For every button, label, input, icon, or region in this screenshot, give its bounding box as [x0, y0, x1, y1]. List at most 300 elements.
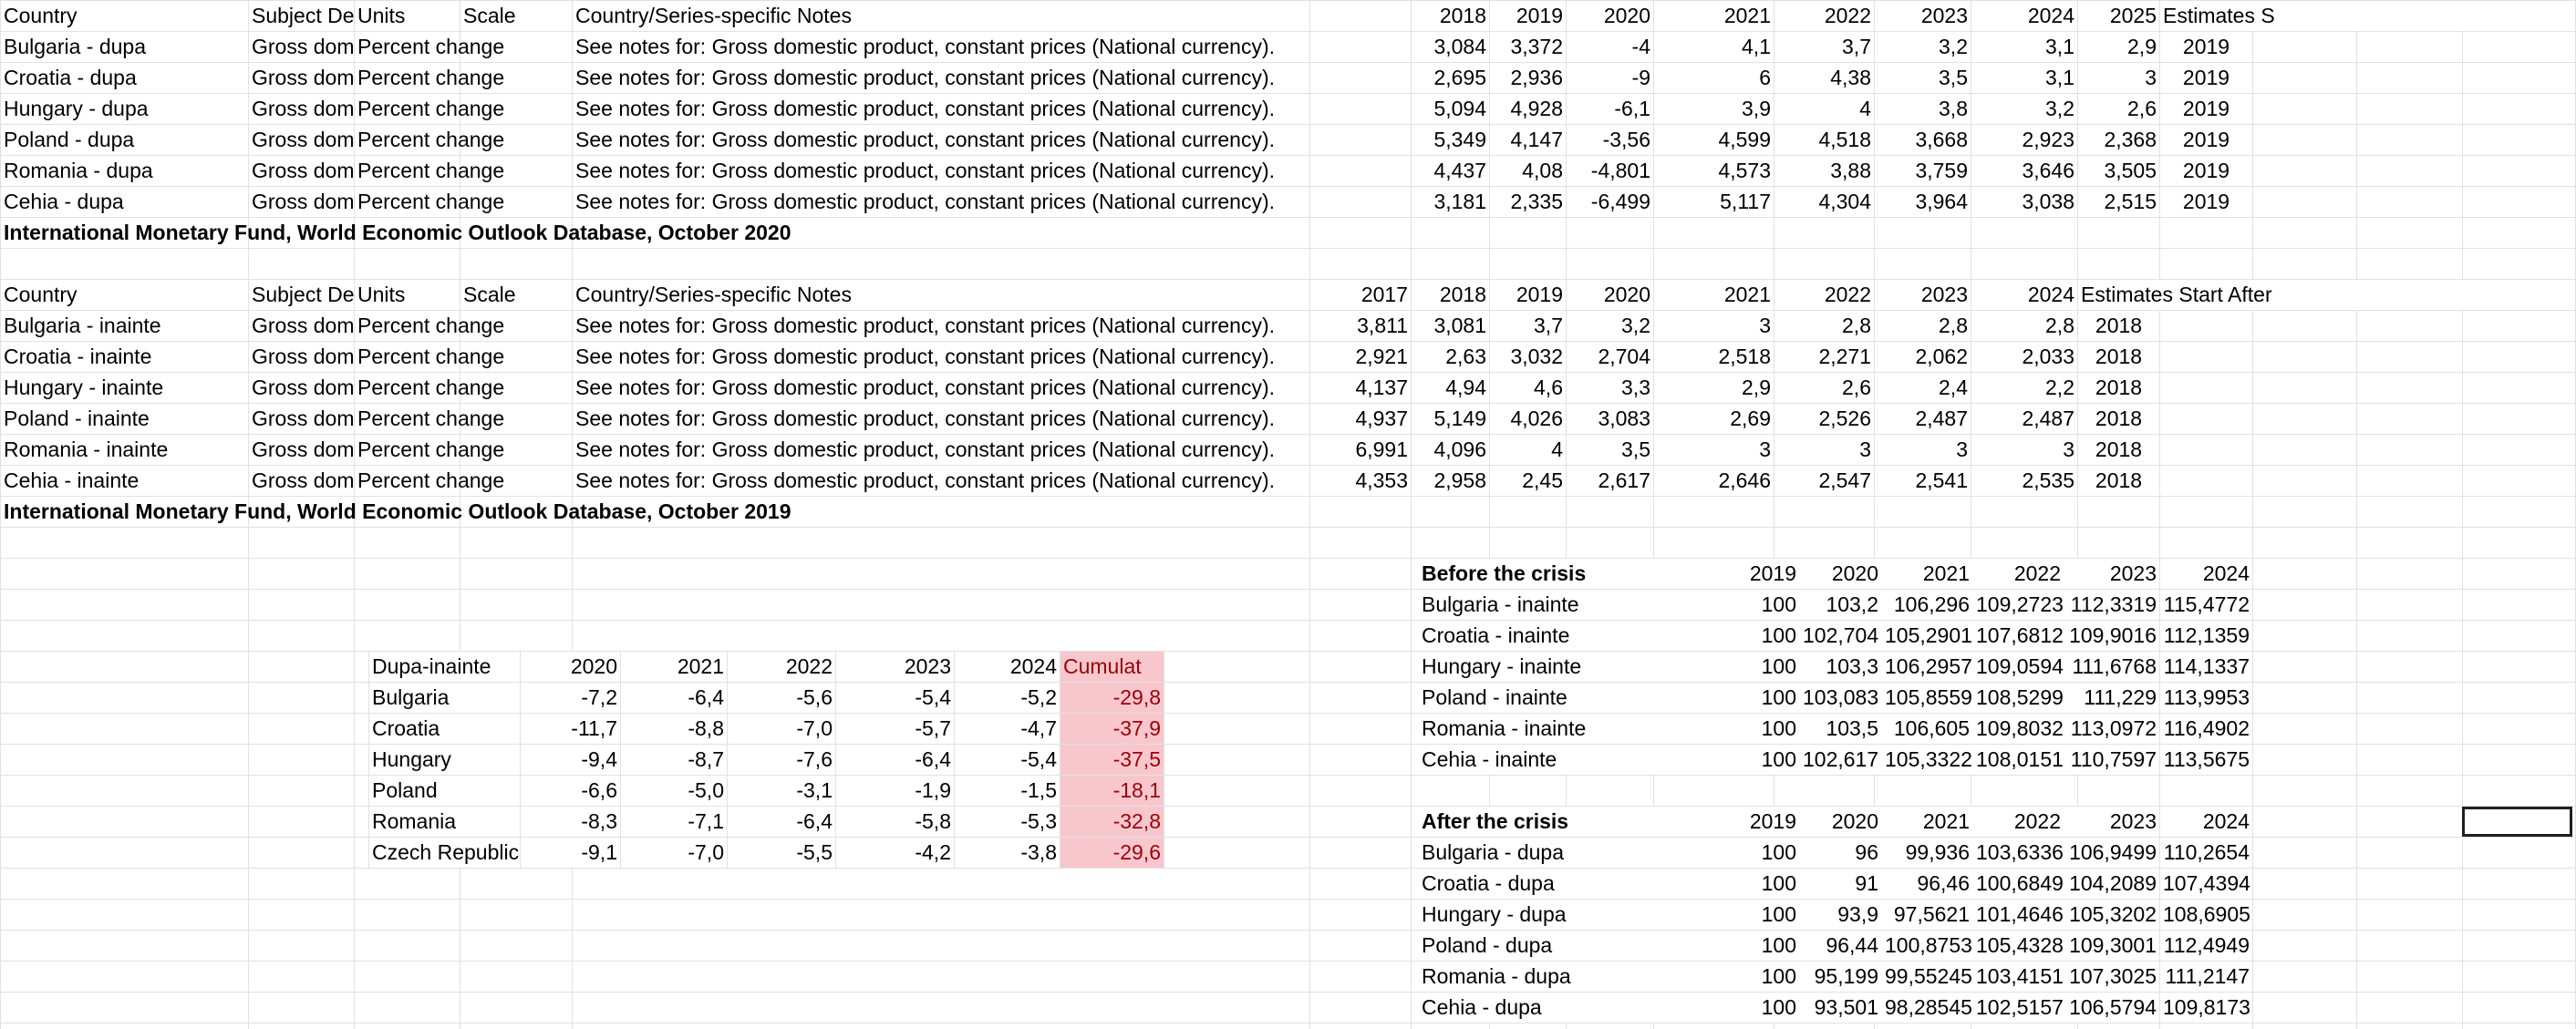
country-cell[interactable]: Romania - dupa: [1, 156, 248, 186]
index-value[interactable]: 96,44: [1800, 931, 1881, 961]
index-value[interactable]: 105,4328: [1973, 931, 2064, 961]
value-cell[interactable]: 2,487: [1971, 404, 2077, 434]
value-cell[interactable]: 5,349: [1412, 125, 1489, 155]
value-cell[interactable]: 2,646: [1654, 466, 1774, 496]
header-year[interactable]: 2021: [1654, 280, 1774, 310]
index-header[interactable]: 2019: [1712, 807, 1799, 837]
index-value[interactable]: 102,704: [1800, 621, 1881, 651]
subject-cell[interactable]: Gross dom: [249, 32, 354, 62]
header-subject[interactable]: Subject De: [249, 1, 354, 31]
index-value[interactable]: 103,2: [1800, 590, 1881, 620]
value-cell[interactable]: 3,032: [1490, 342, 1566, 372]
index-value[interactable]: 106,9499: [2064, 838, 2159, 868]
header-year[interactable]: 2018: [1412, 280, 1489, 310]
diff-value[interactable]: -5,4: [836, 683, 954, 713]
value-cell[interactable]: 3: [1654, 435, 1774, 465]
diff-header[interactable]: 2023: [836, 652, 954, 682]
notes-cell[interactable]: See notes for: Gross domestic product, constant prices (National currency).: [573, 342, 1309, 372]
value-cell[interactable]: 3: [2078, 63, 2159, 93]
subject-cell[interactable]: Gross dom: [249, 342, 354, 372]
units-cell[interactable]: Percent change: [355, 311, 460, 341]
index-header[interactable]: 2021: [1882, 559, 1972, 589]
notes-cell[interactable]: See notes for: Gross domestic product, constant prices (National currency).: [573, 125, 1309, 155]
index-value[interactable]: 101,4646: [1973, 900, 2064, 930]
value-cell[interactable]: 2,617: [1567, 466, 1653, 496]
diff-value[interactable]: -8,3: [521, 807, 620, 837]
diff-value[interactable]: -7,0: [728, 714, 835, 744]
index-value[interactable]: 103,4151: [1973, 962, 2064, 992]
diff-value[interactable]: -11,7: [521, 714, 620, 744]
index-header[interactable]: 2023: [2064, 559, 2159, 589]
diff-header[interactable]: 2022: [728, 652, 835, 682]
notes-cell[interactable]: See notes for: Gross domestic product, constant prices (National currency).: [573, 94, 1309, 124]
subject-cell[interactable]: Gross dom: [249, 404, 354, 434]
diff-value[interactable]: -5,7: [836, 714, 954, 744]
units-cell[interactable]: Percent change: [355, 342, 460, 372]
index-header[interactable]: 2022: [1973, 559, 2064, 589]
index-value[interactable]: 113,9953: [2160, 683, 2252, 713]
value-cell[interactable]: -6,1: [1567, 94, 1653, 124]
value-cell[interactable]: 4,937: [1310, 404, 1411, 434]
index-value[interactable]: 102,5157: [1973, 993, 2064, 1023]
value-cell[interactable]: 2,45: [1490, 466, 1566, 496]
diff-country[interactable]: Poland: [369, 776, 520, 806]
index-country[interactable]: Hungary - dupa: [1419, 900, 1712, 930]
value-cell[interactable]: 2,368: [2078, 125, 2159, 155]
value-cell[interactable]: -6,499: [1567, 187, 1653, 217]
diff-value[interactable]: -3,1: [728, 776, 835, 806]
index-value[interactable]: 109,3001: [2064, 931, 2159, 961]
index-value[interactable]: 93,9: [1800, 900, 1881, 930]
index-value[interactable]: 103,3: [1800, 652, 1881, 682]
value-cell[interactable]: 3,2: [1567, 311, 1653, 341]
value-cell[interactable]: 3,759: [1875, 156, 1971, 186]
subject-cell[interactable]: Gross dom: [249, 435, 354, 465]
value-cell[interactable]: 4,096: [1412, 435, 1489, 465]
country-cell[interactable]: Hungary - dupa: [1, 94, 248, 124]
diff-value[interactable]: -4,7: [955, 714, 1060, 744]
units-cell[interactable]: Percent change: [355, 156, 460, 186]
value-cell[interactable]: 2,526: [1774, 404, 1874, 434]
index-value[interactable]: 109,8173: [2160, 993, 2252, 1023]
index-value[interactable]: 106,2957: [1882, 652, 1972, 682]
index-country[interactable]: Poland - inainte: [1419, 683, 1712, 713]
value-cell[interactable]: 2,8: [1971, 311, 2077, 341]
notes-cell[interactable]: See notes for: Gross domestic product, constant prices (National currency).: [573, 404, 1309, 434]
units-cell[interactable]: Percent change: [355, 404, 460, 434]
notes-cell[interactable]: See notes for: Gross domestic product, constant prices (National currency).: [573, 435, 1309, 465]
header-country[interactable]: Country: [1, 280, 248, 310]
value-cell[interactable]: 4: [1774, 94, 1874, 124]
value-cell[interactable]: 2,062: [1875, 342, 1971, 372]
value-cell[interactable]: 4,137: [1310, 373, 1411, 403]
index-value[interactable]: 100: [1712, 838, 1799, 868]
value-cell[interactable]: 2,547: [1774, 466, 1874, 496]
value-cell[interactable]: 3,083: [1567, 404, 1653, 434]
diff-value[interactable]: -8,8: [621, 714, 727, 744]
value-cell[interactable]: 2,9: [2078, 32, 2159, 62]
estimates-cell[interactable]: 2019: [2160, 156, 2252, 186]
notes-cell[interactable]: See notes for: Gross domestic product, constant prices (National currency).: [573, 311, 1309, 341]
index-country[interactable]: Poland - dupa: [1419, 931, 1712, 961]
index-value[interactable]: 110,2654: [2160, 838, 2252, 868]
index-value[interactable]: 109,9016: [2064, 621, 2159, 651]
value-cell[interactable]: 3: [1971, 435, 2077, 465]
units-cell[interactable]: Percent change: [355, 94, 460, 124]
value-cell[interactable]: 2,535: [1971, 466, 2077, 496]
index-header[interactable]: 2024: [2160, 807, 2252, 837]
units-cell[interactable]: Percent change: [355, 435, 460, 465]
header-year[interactable]: 2019: [1490, 1, 1566, 31]
header-year[interactable]: 2018: [1412, 1, 1489, 31]
subject-cell[interactable]: Gross dom: [249, 156, 354, 186]
value-cell[interactable]: 2,936: [1490, 63, 1566, 93]
diff-value[interactable]: -5,3: [955, 807, 1060, 837]
country-cell[interactable]: Cehia - dupa: [1, 187, 248, 217]
header-cumulat[interactable]: Cumulat: [1060, 652, 1164, 682]
index-value[interactable]: 114,1337: [2160, 652, 2252, 682]
index-value[interactable]: 111,2147: [2160, 962, 2252, 992]
value-cell[interactable]: 2,69: [1654, 404, 1774, 434]
active-cell-selection[interactable]: [2462, 807, 2572, 837]
value-cell[interactable]: 2,704: [1567, 342, 1653, 372]
index-value[interactable]: 100: [1712, 962, 1799, 992]
index-value[interactable]: 100: [1712, 931, 1799, 961]
index-value[interactable]: 100,6849: [1973, 869, 2064, 899]
value-cell[interactable]: 3,646: [1971, 156, 2077, 186]
index-header[interactable]: 2023: [2064, 807, 2159, 837]
index-value[interactable]: 103,6336: [1973, 838, 2064, 868]
value-cell[interactable]: 3,811: [1310, 311, 1411, 341]
index-value[interactable]: 106,605: [1882, 714, 1972, 744]
value-cell[interactable]: 3,1: [1971, 32, 2077, 62]
index-value[interactable]: 107,4394: [2160, 869, 2252, 899]
country-cell[interactable]: Croatia - inainte: [1, 342, 248, 372]
header-estimates[interactable]: Estimates Start After: [2078, 280, 2574, 310]
value-cell[interactable]: 6,991: [1310, 435, 1411, 465]
value-cell[interactable]: 2,541: [1875, 466, 1971, 496]
value-cell[interactable]: 4,437: [1412, 156, 1489, 186]
value-cell[interactable]: 2,4: [1875, 373, 1971, 403]
index-value[interactable]: 99,55245: [1882, 962, 1972, 992]
index-header[interactable]: 2022: [1973, 807, 2064, 837]
diff-header[interactable]: 2024: [955, 652, 1060, 682]
source-note[interactable]: International Monetary Fund, World Economic Outlook Database, October 2019: [4, 499, 791, 523]
index-value[interactable]: 98,28545: [1882, 993, 1972, 1023]
diff-value[interactable]: -6,4: [728, 807, 835, 837]
diff-country[interactable]: Croatia: [369, 714, 520, 744]
estimates-cell[interactable]: 2018: [2078, 435, 2159, 465]
notes-cell[interactable]: See notes for: Gross domestic product, constant prices (National currency).: [573, 466, 1309, 496]
value-cell[interactable]: 2,271: [1774, 342, 1874, 372]
diff-value[interactable]: -5,2: [955, 683, 1060, 713]
header-year[interactable]: 2024: [1971, 1, 2077, 31]
value-cell[interactable]: 4,1: [1654, 32, 1774, 62]
diff-value[interactable]: -4,2: [836, 838, 954, 868]
header-country[interactable]: Country: [1, 1, 248, 31]
country-cell[interactable]: Bulgaria - inainte: [1, 311, 248, 341]
header-notes[interactable]: Country/Series-specific Notes: [573, 280, 1309, 310]
estimates-cell[interactable]: 2019: [2160, 32, 2252, 62]
units-cell[interactable]: Percent change: [355, 32, 460, 62]
index-value[interactable]: 105,3202: [2064, 900, 2159, 930]
header-notes[interactable]: Country/Series-specific Notes: [573, 1, 1309, 31]
header-year[interactable]: 2017: [1310, 280, 1411, 310]
notes-cell[interactable]: See notes for: Gross domestic product, constant prices (National currency).: [573, 373, 1309, 403]
value-cell[interactable]: 4,147: [1490, 125, 1566, 155]
header-scale[interactable]: Scale: [460, 1, 572, 31]
value-cell[interactable]: 4,928: [1490, 94, 1566, 124]
header-year[interactable]: 2025: [2078, 1, 2159, 31]
notes-cell[interactable]: See notes for: Gross domestic product, constant prices (National currency).: [573, 63, 1309, 93]
header-year[interactable]: 2020: [1567, 1, 1653, 31]
country-cell[interactable]: Croatia - dupa: [1, 63, 248, 93]
cumulat-cell[interactable]: -37,9: [1060, 714, 1164, 744]
notes-cell[interactable]: See notes for: Gross domestic product, constant prices (National currency).: [573, 187, 1309, 217]
index-header[interactable]: 2020: [1800, 807, 1881, 837]
cumulat-cell[interactable]: -18,1: [1060, 776, 1164, 806]
diff-country[interactable]: Romania: [369, 807, 520, 837]
value-cell[interactable]: 3: [1774, 435, 1874, 465]
index-header[interactable]: 2024: [2160, 559, 2252, 589]
index-value[interactable]: 91: [1800, 869, 1881, 899]
index-header[interactable]: 2021: [1882, 807, 1972, 837]
table-title[interactable]: Before the crisis: [1419, 559, 1712, 589]
value-cell[interactable]: 4,518: [1774, 125, 1874, 155]
subject-cell[interactable]: Gross dom: [249, 94, 354, 124]
header-year[interactable]: 2023: [1875, 280, 1971, 310]
diff-value[interactable]: -7,0: [621, 838, 727, 868]
header-subject[interactable]: Subject De: [249, 280, 354, 310]
value-cell[interactable]: 3,9: [1654, 94, 1774, 124]
header-estimates[interactable]: Estimates S: [2160, 1, 2574, 31]
value-cell[interactable]: 3,8: [1875, 94, 1971, 124]
value-cell[interactable]: 3,1: [1971, 63, 2077, 93]
subject-cell[interactable]: Gross dom: [249, 373, 354, 403]
index-value[interactable]: 100: [1712, 869, 1799, 899]
estimates-cell[interactable]: 2019: [2160, 63, 2252, 93]
value-cell[interactable]: 3,88: [1774, 156, 1874, 186]
index-value[interactable]: 113,0972: [2064, 714, 2159, 744]
header-year[interactable]: 2024: [1971, 280, 2077, 310]
estimates-cell[interactable]: 2018: [2078, 311, 2159, 341]
value-cell[interactable]: 4,599: [1654, 125, 1774, 155]
country-cell[interactable]: Bulgaria - dupa: [1, 32, 248, 62]
units-cell[interactable]: Percent change: [355, 373, 460, 403]
header-year[interactable]: 2022: [1774, 280, 1874, 310]
value-cell[interactable]: 5,149: [1412, 404, 1489, 434]
subject-cell[interactable]: Gross dom: [249, 63, 354, 93]
value-cell[interactable]: 2,921: [1310, 342, 1411, 372]
header-units[interactable]: Units: [355, 280, 460, 310]
index-value[interactable]: 112,1359: [2160, 621, 2252, 651]
index-value[interactable]: 105,2901: [1882, 621, 1972, 651]
index-value[interactable]: 95,199: [1800, 962, 1881, 992]
cumulat-cell[interactable]: -37,5: [1060, 745, 1164, 775]
country-cell[interactable]: Poland - inainte: [1, 404, 248, 434]
value-cell[interactable]: 2,958: [1412, 466, 1489, 496]
value-cell[interactable]: 3,372: [1490, 32, 1566, 62]
value-cell[interactable]: 4,353: [1310, 466, 1411, 496]
units-cell[interactable]: Percent change: [355, 187, 460, 217]
value-cell[interactable]: 4,94: [1412, 373, 1489, 403]
subject-cell[interactable]: Gross dom: [249, 187, 354, 217]
index-country[interactable]: Hungary - inainte: [1419, 652, 1712, 682]
value-cell[interactable]: 3,7: [1774, 32, 1874, 62]
diff-value[interactable]: -1,9: [836, 776, 954, 806]
cumulat-cell[interactable]: -29,6: [1060, 838, 1164, 868]
value-cell[interactable]: 6: [1654, 63, 1774, 93]
index-value[interactable]: 105,3322: [1882, 745, 1972, 775]
value-cell[interactable]: 4,026: [1490, 404, 1566, 434]
index-value[interactable]: 113,5675: [2160, 745, 2252, 775]
value-cell[interactable]: 3,181: [1412, 187, 1489, 217]
diff-value[interactable]: -9,1: [521, 838, 620, 868]
index-value[interactable]: 104,2089: [2064, 869, 2159, 899]
diff-value[interactable]: -5,0: [621, 776, 727, 806]
value-cell[interactable]: 5,117: [1654, 187, 1774, 217]
value-cell[interactable]: 4,573: [1654, 156, 1774, 186]
index-country[interactable]: Bulgaria - dupa: [1419, 838, 1712, 868]
diff-header[interactable]: Dupa-inainte: [369, 652, 520, 682]
index-value[interactable]: 106,5794: [2064, 993, 2159, 1023]
estimates-cell[interactable]: 2018: [2078, 404, 2159, 434]
value-cell[interactable]: 3,5: [1567, 435, 1653, 465]
index-value[interactable]: 107,3025: [2064, 962, 2159, 992]
diff-value[interactable]: -5,4: [955, 745, 1060, 775]
value-cell[interactable]: 3,964: [1875, 187, 1971, 217]
diff-value[interactable]: -5,5: [728, 838, 835, 868]
diff-value[interactable]: -6,6: [521, 776, 620, 806]
notes-cell[interactable]: See notes for: Gross domestic product, constant prices (National currency).: [573, 32, 1309, 62]
diff-header[interactable]: 2021: [621, 652, 727, 682]
units-cell[interactable]: Percent change: [355, 63, 460, 93]
index-value[interactable]: 93,501: [1800, 993, 1881, 1023]
index-value[interactable]: 103,5: [1800, 714, 1881, 744]
notes-cell[interactable]: See notes for: Gross domestic product, constant prices (National currency).: [573, 156, 1309, 186]
diff-value[interactable]: -7,2: [521, 683, 620, 713]
value-cell[interactable]: 3,668: [1875, 125, 1971, 155]
country-cell[interactable]: Cehia - inainte: [1, 466, 248, 496]
estimates-cell[interactable]: 2019: [2160, 94, 2252, 124]
index-country[interactable]: Bulgaria - inainte: [1419, 590, 1712, 620]
value-cell[interactable]: 3,7: [1490, 311, 1566, 341]
subject-cell[interactable]: Gross dom: [249, 466, 354, 496]
index-value[interactable]: 103,083: [1800, 683, 1881, 713]
diff-value[interactable]: -6,4: [836, 745, 954, 775]
units-cell[interactable]: Percent change: [355, 125, 460, 155]
diff-country[interactable]: Bulgaria: [369, 683, 520, 713]
diff-value[interactable]: -3,8: [955, 838, 1060, 868]
index-country[interactable]: Cehia - inainte: [1419, 745, 1712, 775]
subject-cell[interactable]: Gross dom: [249, 311, 354, 341]
index-value[interactable]: 115,4772: [2160, 590, 2252, 620]
index-value[interactable]: 100: [1712, 621, 1799, 651]
index-value[interactable]: 99,936: [1882, 838, 1972, 868]
diff-value[interactable]: -9,4: [521, 745, 620, 775]
estimates-cell[interactable]: 2019: [2160, 187, 2252, 217]
index-country[interactable]: Cehia - dupa: [1419, 993, 1712, 1023]
index-value[interactable]: 106,296: [1882, 590, 1972, 620]
source-note[interactable]: International Monetary Fund, World Economic Outlook Database, October 2020: [4, 221, 791, 244]
index-value[interactable]: 100: [1712, 714, 1799, 744]
value-cell[interactable]: 2,6: [1774, 373, 1874, 403]
diff-value[interactable]: -7,6: [728, 745, 835, 775]
value-cell[interactable]: 3,3: [1567, 373, 1653, 403]
value-cell[interactable]: 2,515: [2078, 187, 2159, 217]
diff-value[interactable]: -5,6: [728, 683, 835, 713]
index-value[interactable]: 108,5299: [1973, 683, 2064, 713]
index-value[interactable]: 111,6768: [2064, 652, 2159, 682]
index-value[interactable]: 116,4902: [2160, 714, 2252, 744]
index-country[interactable]: Romania - inainte: [1419, 714, 1712, 744]
index-value[interactable]: 108,6905: [2160, 900, 2252, 930]
diff-header[interactable]: 2020: [521, 652, 620, 682]
estimates-cell[interactable]: 2018: [2078, 373, 2159, 403]
value-cell[interactable]: -4: [1567, 32, 1653, 62]
index-country[interactable]: Croatia - dupa: [1419, 869, 1712, 899]
index-value[interactable]: 96,46: [1882, 869, 1972, 899]
value-cell[interactable]: 2,2: [1971, 373, 2077, 403]
value-cell[interactable]: 2,487: [1875, 404, 1971, 434]
header-units[interactable]: Units: [355, 1, 460, 31]
value-cell[interactable]: 2,033: [1971, 342, 2077, 372]
value-cell[interactable]: -9: [1567, 63, 1653, 93]
value-cell[interactable]: 2,923: [1971, 125, 2077, 155]
units-cell[interactable]: Percent change: [355, 466, 460, 496]
index-value[interactable]: 107,6812: [1973, 621, 2064, 651]
index-value[interactable]: 100: [1712, 745, 1799, 775]
header-year[interactable]: 2023: [1875, 1, 1971, 31]
header-year[interactable]: 2020: [1567, 280, 1653, 310]
header-year[interactable]: 2021: [1654, 1, 1774, 31]
value-cell[interactable]: 2,6: [2078, 94, 2159, 124]
index-value[interactable]: 100: [1712, 590, 1799, 620]
country-cell[interactable]: Poland - dupa: [1, 125, 248, 155]
diff-value[interactable]: -8,7: [621, 745, 727, 775]
value-cell[interactable]: 4,304: [1774, 187, 1874, 217]
diff-value[interactable]: -6,4: [621, 683, 727, 713]
header-scale[interactable]: Scale: [460, 280, 572, 310]
index-value[interactable]: 102,617: [1800, 745, 1881, 775]
diff-value[interactable]: -7,1: [621, 807, 727, 837]
value-cell[interactable]: 3,5: [1875, 63, 1971, 93]
value-cell[interactable]: 3,505: [2078, 156, 2159, 186]
value-cell[interactable]: 2,8: [1774, 311, 1874, 341]
index-country[interactable]: Croatia - inainte: [1419, 621, 1712, 651]
cumulat-cell[interactable]: -32,8: [1060, 807, 1164, 837]
cumulat-cell[interactable]: -29,8: [1060, 683, 1164, 713]
subject-cell[interactable]: Gross dom: [249, 125, 354, 155]
estimates-cell[interactable]: 2018: [2078, 466, 2159, 496]
index-value[interactable]: 111,229: [2064, 683, 2159, 713]
value-cell[interactable]: -3,56: [1567, 125, 1653, 155]
header-year[interactable]: 2022: [1774, 1, 1874, 31]
country-cell[interactable]: Romania - inainte: [1, 435, 248, 465]
index-value[interactable]: 100: [1712, 900, 1799, 930]
estimates-cell[interactable]: 2018: [2078, 342, 2159, 372]
diff-country[interactable]: Czech Republic: [369, 838, 520, 868]
value-cell[interactable]: 3,084: [1412, 32, 1489, 62]
index-value[interactable]: 109,8032: [1973, 714, 2064, 744]
index-value[interactable]: 96: [1800, 838, 1881, 868]
value-cell[interactable]: 3: [1654, 311, 1774, 341]
value-cell[interactable]: 2,335: [1490, 187, 1566, 217]
value-cell[interactable]: -4,801: [1567, 156, 1653, 186]
index-country[interactable]: Romania - dupa: [1419, 962, 1712, 992]
value-cell[interactable]: 2,518: [1654, 342, 1774, 372]
value-cell[interactable]: 2,63: [1412, 342, 1489, 372]
